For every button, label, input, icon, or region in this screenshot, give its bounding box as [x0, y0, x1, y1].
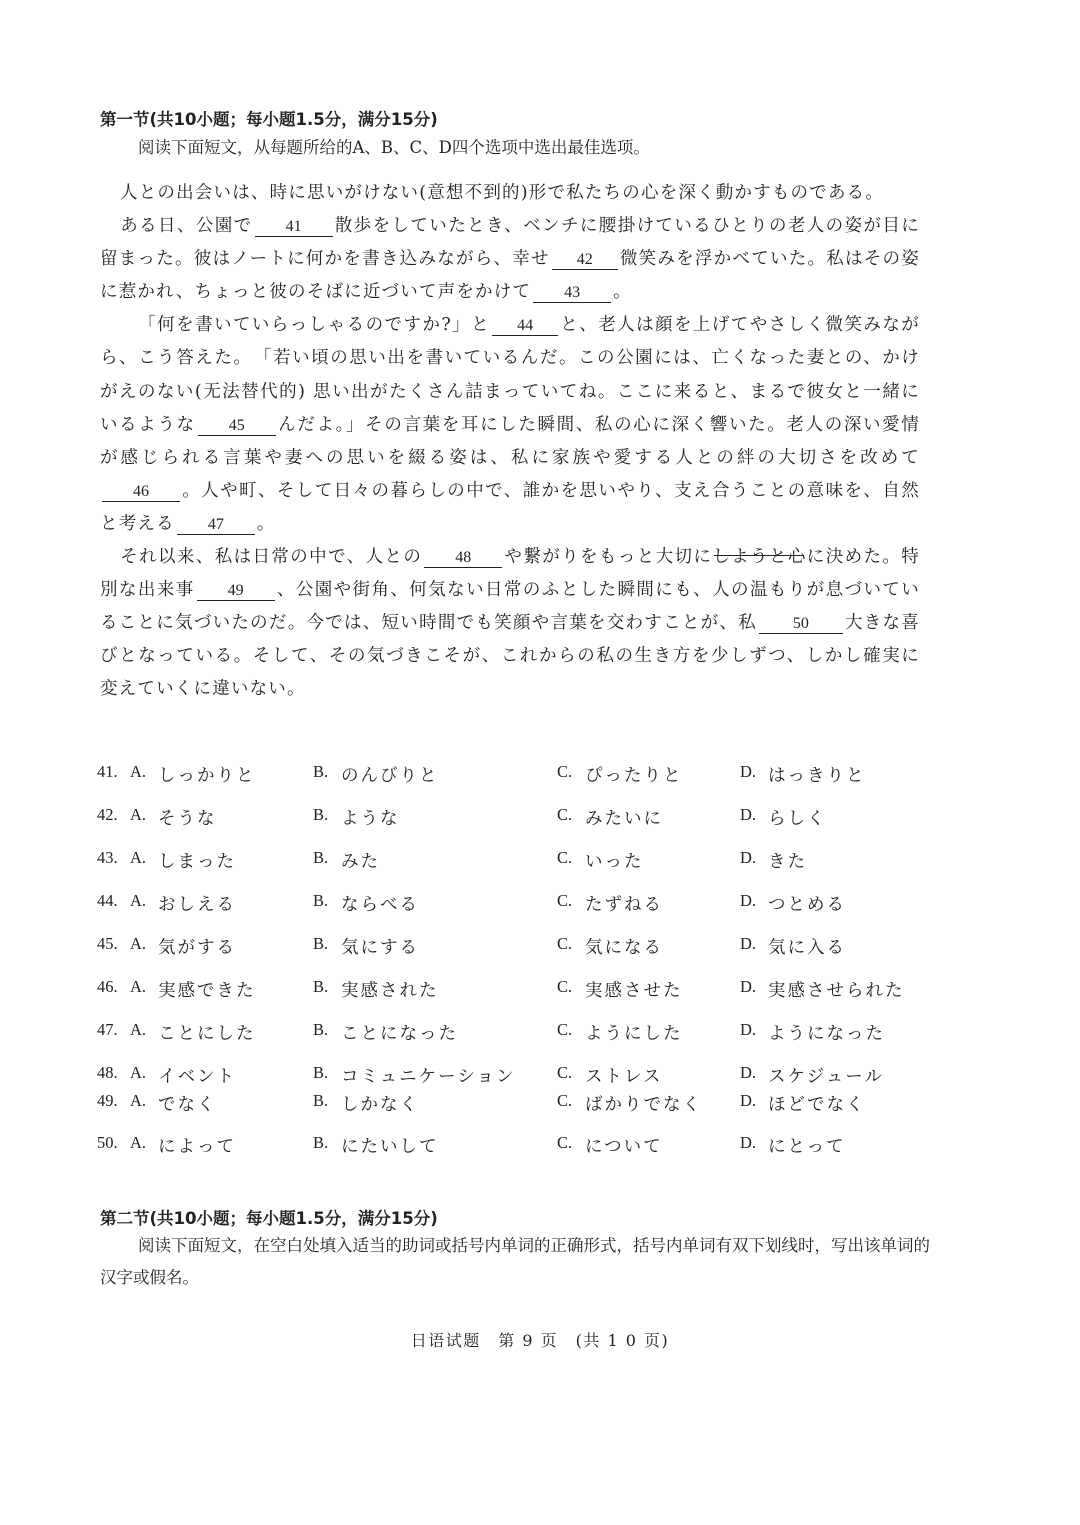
option-letter-d: D.: [740, 762, 757, 781]
passage-text: 。人や町、そして日々の暮らしの中で、誰かを思いやり、支え合うことの意味を、自然と考える: [100, 480, 920, 534]
option-b: コミュニケーション: [341, 1067, 516, 1087]
option-letter-b: B.: [313, 805, 329, 824]
option-a: おしえる: [158, 895, 236, 915]
question-number: 46.: [97, 977, 118, 996]
option-letter-b: B.: [313, 1133, 329, 1152]
option-letter-d: D.: [740, 1063, 757, 1082]
option-letter-c: C.: [557, 1091, 573, 1110]
option-letter-c: C.: [557, 848, 573, 867]
passage-text: ある日、公園で: [120, 216, 253, 237]
option-d: ようになった: [768, 1024, 885, 1044]
section1-instruction-text: 阅读下面短文，从每题所给的A、B、C、D四个选项中选出最佳选项。: [138, 138, 650, 157]
option-a: そうな: [158, 809, 217, 829]
question-row: [0, 1063, 1080, 1093]
option-d: スケジュール: [768, 1067, 884, 1087]
option-b: 気にする: [341, 938, 419, 958]
section1-instruction: [100, 132, 940, 164]
blank-47: 47: [177, 515, 255, 535]
option-letter-c: C.: [557, 1020, 573, 1039]
option-letter-c: C.: [557, 891, 573, 910]
passage-text: 散歩をしていたとき、ベンチに腰掛けているひとりの老人の姿が目に留まった。彼はノートに何かを書き込みながら、幸せ: [100, 216, 920, 270]
option-a: によって: [158, 1137, 236, 1157]
blank-44: 44: [492, 316, 558, 336]
question-row: [0, 805, 1080, 835]
option-letter-a: A.: [130, 1020, 147, 1039]
option-d: きた: [768, 852, 807, 872]
question-number: 44.: [97, 891, 118, 910]
passage-text: や繋がりをもっと大切にしようと心に決めた。特別な出来事: [100, 547, 920, 601]
blank-46: 46: [102, 482, 180, 502]
option-a: でなく: [158, 1095, 217, 1115]
passage-text: 。: [613, 282, 632, 303]
passage-paragraph-3: [100, 309, 920, 541]
option-letter-b: B.: [313, 1020, 329, 1039]
option-letter-d: D.: [740, 1133, 757, 1152]
option-letter-a: A.: [130, 805, 147, 824]
section2-instruction: [100, 1230, 940, 1294]
option-letter-a: A.: [130, 977, 147, 996]
question-row: [0, 934, 1080, 964]
option-letter-b: B.: [313, 1063, 329, 1082]
option-d: らしく: [768, 809, 827, 829]
blank-49: 49: [197, 581, 275, 601]
passage-text: 、公園や街角、何気ない日常のふとした瞬間にも、人の温もりが息づいていることに気づいたのだ。今では、短い時間でも笑顔や言葉を交わすことが、私: [100, 580, 920, 634]
option-c: ばかりでなく: [585, 1095, 702, 1115]
question-row: [0, 977, 1080, 1007]
blank-45: 45: [198, 416, 276, 436]
option-b: にたいして: [341, 1137, 439, 1157]
passage-text: 「何を書いていらっしゃるのですか?」と: [138, 315, 491, 336]
option-letter-d: D.: [740, 848, 757, 867]
question-number: 45.: [97, 934, 118, 953]
option-letter-d: D.: [740, 934, 757, 953]
blank-48: 48: [424, 548, 502, 568]
option-c: 気になる: [585, 938, 663, 958]
option-letter-c: C.: [557, 1063, 573, 1082]
option-c: いった: [585, 852, 644, 872]
option-a: イベント: [158, 1067, 236, 1087]
question-row: [0, 1020, 1080, 1050]
option-letter-a: A.: [130, 762, 147, 781]
option-d: にとって: [768, 1137, 846, 1157]
option-d: つとめる: [768, 895, 846, 915]
option-letter-b: B.: [313, 1091, 329, 1110]
passage-text: 人との出会いは、時に思いがけない(意想不到的)形で私たちの心を深く動かすものである。: [120, 183, 885, 203]
passage-text: 微笑みを浮かべていた。私はその姿に惹かれ、ちょっと彼のそばに近づいて声をかけて: [100, 249, 921, 303]
question-number: 50.: [97, 1133, 118, 1152]
question-number: 47.: [97, 1020, 118, 1039]
question-number: 41.: [97, 762, 118, 781]
option-b: 実感された: [341, 981, 439, 1001]
option-letter-d: D.: [740, 1091, 757, 1110]
question-number: 43.: [97, 848, 118, 867]
option-letter-a: A.: [130, 848, 147, 867]
question-row: [0, 891, 1080, 921]
option-b: みた: [341, 852, 380, 872]
option-d: はっきりと: [768, 766, 866, 786]
option-c: みたいに: [585, 809, 663, 829]
option-letter-b: B.: [313, 977, 329, 996]
option-a: しまった: [158, 852, 236, 872]
option-letter-a: A.: [130, 1091, 147, 1110]
option-letter-a: A.: [130, 1133, 147, 1152]
passage-paragraph-4: [100, 541, 920, 706]
option-c: ようにした: [585, 1024, 683, 1044]
option-letter-d: D.: [740, 805, 757, 824]
option-letter-d: D.: [740, 1020, 757, 1039]
passage-text: んだよ。」その言葉を耳にした瞬間、私の心に深く響いた。老人の深い愛情が感じられる言葉や妻への思いを綴る姿は、私に家族や愛する人との絆の大切さを改めて: [100, 414, 920, 468]
option-letter-b: B.: [313, 891, 329, 910]
question-number: 48.: [97, 1063, 118, 1082]
reading-passage: [100, 177, 920, 707]
option-b: ような: [341, 809, 400, 829]
option-letter-c: C.: [557, 762, 573, 781]
option-c: について: [585, 1137, 663, 1157]
option-letter-a: A.: [130, 891, 147, 910]
page-footer: 日语试题 第 9 页 (共 1 0 页): [410, 1331, 670, 1350]
question-row: [0, 1133, 1080, 1163]
option-letter-d: D.: [740, 977, 757, 996]
blank-43: 43: [533, 283, 611, 303]
section2-title: 第二节(共10小题；每小题1.5分，满分15分): [100, 1209, 438, 1228]
question-number: 49.: [97, 1091, 118, 1110]
question-number: 42.: [97, 805, 118, 824]
option-b: ならべる: [341, 895, 419, 915]
section2-instruction-text: 阅读下面短文，在空白处填入适当的助词或括号内单词的正确形式，括号内单词有双下划线时，写出该单词的汉字或假名。: [100, 1236, 930, 1287]
option-letter-d: D.: [740, 891, 757, 910]
option-d: ほどでなく: [768, 1095, 866, 1115]
option-letter-b: B.: [313, 762, 329, 781]
option-letter-c: C.: [557, 1133, 573, 1152]
option-letter-c: C.: [557, 934, 573, 953]
option-a: 実感できた: [158, 981, 256, 1001]
passage-paragraph-1: [100, 177, 920, 210]
section1-title: 第一节(共10小题；每小题1.5分，满分15分): [100, 110, 438, 129]
option-letter-a: A.: [130, 934, 147, 953]
option-c: 実感させた: [585, 981, 683, 1001]
option-letter-b: B.: [313, 848, 329, 867]
option-d: 気に入る: [768, 938, 846, 958]
option-d: 実感させられた: [768, 981, 905, 1001]
passage-text: と、老人は顔を上げてやさしく微笑みながら、こう答えた。 「若い頃の思い出を書いているんだ。この公園には、亡くなった妻との、かけがえのない(无法替代的) 思い出がたくさん詰まっていてね。ここに来ると、まるで彼女と一緒にいるような: [100, 315, 920, 435]
passage-text: それ以来、私は日常の中で、人との: [120, 547, 423, 568]
passage-text: 。: [256, 513, 276, 534]
option-a: しっかりと: [158, 766, 256, 786]
option-a: ことにした: [158, 1024, 256, 1044]
option-c: たずねる: [585, 895, 663, 915]
passage-text: 大きな喜びとなっている。そして、その気づきこそが、これからの私の生き方を少しずつ、しかし確実に変えていくに違いない。: [100, 613, 920, 700]
question-row: [0, 1091, 1080, 1121]
option-b: しかなく: [341, 1095, 419, 1115]
blank-50: 50: [759, 614, 843, 634]
option-letter-c: C.: [557, 977, 573, 996]
blank-41: 41: [255, 217, 333, 237]
stray-underline: [714, 555, 804, 556]
passage-paragraph-2: [100, 210, 920, 309]
option-b: のんびりと: [341, 766, 439, 786]
option-letter-a: A.: [130, 1063, 147, 1082]
question-row: [0, 848, 1080, 878]
option-c: ぴったりと: [585, 766, 683, 786]
option-letter-c: C.: [557, 805, 573, 824]
question-row: [0, 762, 1080, 792]
option-a: 気がする: [158, 938, 236, 958]
option-c: ストレス: [585, 1067, 663, 1087]
blank-42: 42: [552, 250, 618, 270]
option-b: ことになった: [341, 1024, 458, 1044]
option-letter-b: B.: [313, 934, 329, 953]
